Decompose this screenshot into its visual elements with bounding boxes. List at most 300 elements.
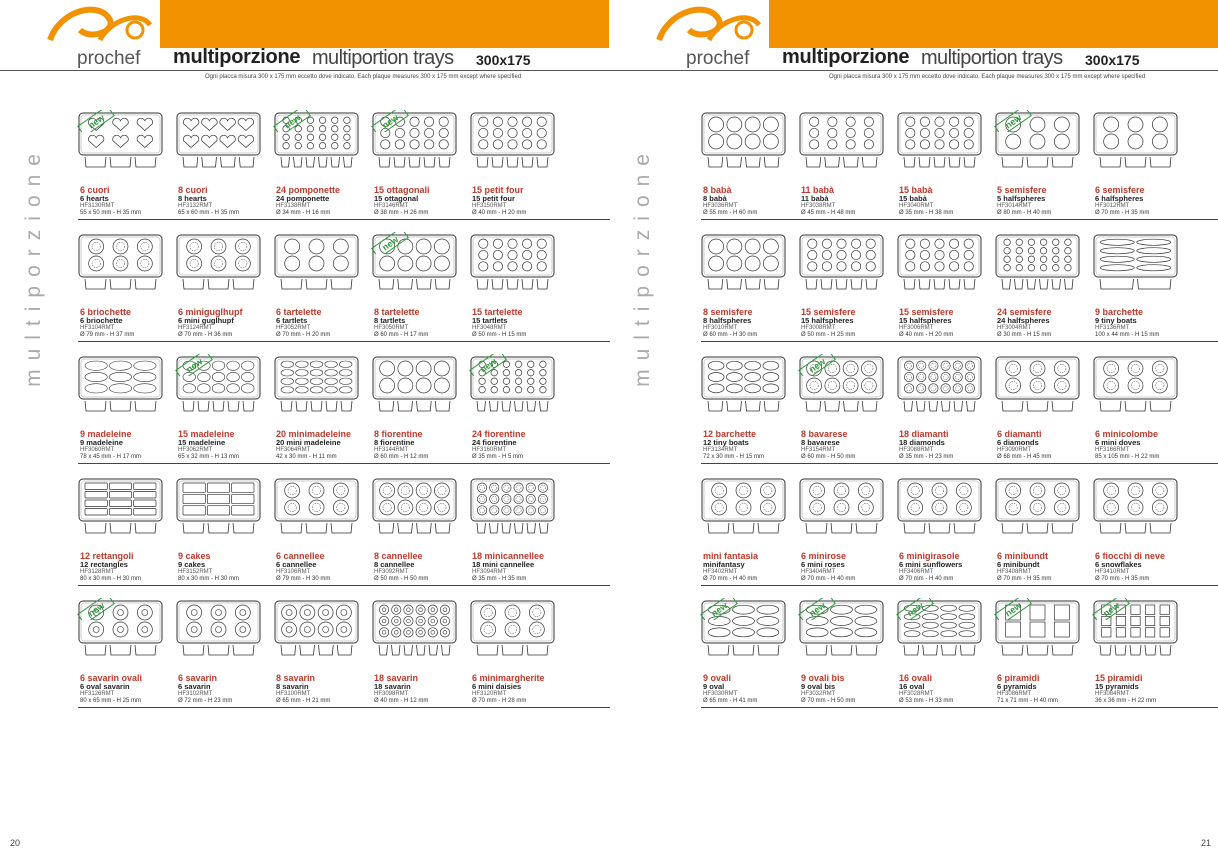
product-name-en: 20 mini madeleine: [276, 438, 341, 447]
product-dimensions: Ø 50 mm - H 25 mm: [801, 332, 856, 338]
product-dimensions: Ø 70 mm - H 35 mm: [997, 576, 1052, 582]
tray-profile: [398, 279, 413, 289]
tray-profile: [394, 157, 405, 167]
product-name-it: 8 tartelette: [374, 307, 420, 317]
tray-profile: [417, 523, 432, 533]
product-code: HF3064RMT: [276, 447, 311, 453]
product-name-it: 15 madeleine: [178, 429, 235, 439]
product-info: [276, 674, 376, 705]
product-dimensions: Ø 70 mm - H 28 mm: [472, 698, 527, 704]
product-code: HF3094RMT: [472, 569, 507, 575]
product-row: [78, 222, 610, 344]
header-divider: [0, 70, 609, 71]
product-name-it: 6 minibundt: [997, 551, 1048, 561]
tray-profile: [477, 401, 486, 411]
tray-drawing: [995, 234, 1080, 298]
product-dimensions: Ø 35 mm - H 23 mm: [899, 454, 954, 460]
product-info: [899, 552, 999, 583]
tray-profile: [746, 401, 761, 411]
product-row: [701, 100, 1218, 222]
tray-profile: [228, 401, 239, 411]
product-info: [472, 674, 572, 705]
product-code: HF3410RMT: [1095, 569, 1130, 575]
tray-profile: [477, 157, 488, 167]
tray-profile: [198, 401, 209, 411]
product-info: [997, 186, 1097, 217]
tray-profile: [490, 523, 499, 533]
product-code: HF3060RMT: [80, 447, 115, 453]
product-info: [178, 308, 278, 339]
tray-profile: [135, 401, 156, 411]
page-title-en: multiportion trays: [921, 47, 1063, 69]
row-divider: [78, 707, 610, 708]
tray-drawing: [274, 478, 359, 542]
product-name-en: 15 pyramids: [1095, 682, 1139, 691]
product-info: [276, 308, 376, 339]
tray-profile: [85, 645, 106, 655]
tray-drawing: [1093, 356, 1178, 420]
product-dimensions: Ø 68 mm - H 45 mm: [997, 454, 1052, 460]
product-info: [374, 674, 474, 705]
product-name-en: 15 petit four: [472, 194, 515, 203]
tray-profile: [429, 645, 438, 655]
tray-profile: [1002, 401, 1023, 411]
tray-profile: [831, 645, 852, 655]
product-info: [1095, 552, 1195, 583]
product-name-it: 11 babà: [801, 185, 835, 195]
product-dimensions: Ø 35 mm - H 35 mm: [472, 576, 527, 582]
tray-drawing: [78, 478, 163, 542]
product-name-en: 6 mini daisies: [472, 682, 522, 691]
row-divider: [701, 585, 1218, 586]
size-note: Ogni placca misura 300 x 175 mm eccetto dove indicato. Each plaque measures 300 x 175 mm except where specified: [205, 74, 522, 80]
product-row: [701, 588, 1218, 710]
tray-drawing: [372, 356, 457, 420]
tray-profile: [208, 523, 229, 533]
page-number: 20: [10, 838, 21, 848]
tray-drawing: [372, 600, 457, 664]
product-dimensions: Ø 70 mm - H 36 mm: [178, 332, 233, 338]
product-info: [1095, 308, 1195, 339]
product-code: HF3408RMT: [997, 569, 1032, 575]
tray-drawing: [799, 478, 884, 542]
product-code: HF3402RMT: [703, 569, 738, 575]
product-code: HF3146RMT: [374, 203, 409, 209]
product-info: [178, 186, 278, 217]
size-note: Ogni placca misura 300 x 175 mm eccetto dove indicato. Each plaque measures 300 x 175 mm except where specified: [829, 74, 1146, 80]
new-badge-label: new: [709, 600, 730, 619]
product-name-en: 15 madeleine: [178, 438, 226, 447]
product-row: [701, 222, 1218, 344]
product-name-en: 6 minibundt: [997, 560, 1040, 569]
product-name-en: 8 fiorentine: [374, 438, 415, 447]
tray-profile: [954, 523, 975, 533]
product-name-en: 16 oval: [899, 682, 925, 691]
tray-profile: [417, 401, 432, 411]
tray-size: 300x175: [476, 52, 531, 68]
tray-profile: [1065, 279, 1074, 289]
tray-profile: [1130, 645, 1141, 655]
tray-profile: [208, 645, 229, 655]
tray-profile: [507, 279, 518, 289]
header-band: [160, 0, 609, 48]
product-name-en: 8 babà: [703, 194, 727, 203]
tray-profile: [1027, 645, 1048, 655]
tray-profile: [856, 523, 877, 533]
tray-profile: [213, 401, 224, 411]
tray-profile: [1002, 279, 1011, 289]
product-code: HF3132RMT: [178, 203, 213, 209]
tray-profile: [949, 279, 960, 289]
product-name-it: 15 semisfere: [801, 307, 856, 317]
tray-profile: [409, 157, 420, 167]
product-name-it: 6 diamanti: [997, 429, 1042, 439]
row-divider: [78, 463, 610, 464]
product-name-en: minifantasy: [703, 560, 745, 569]
tray-profile: [527, 645, 548, 655]
tray-profile: [862, 157, 877, 167]
tray-profile: [929, 523, 950, 533]
tray-profile: [904, 523, 925, 533]
product-name-en: 6 cannellee: [276, 560, 317, 569]
product-name-en: 24 fiorentine: [472, 438, 517, 447]
tray-profile: [708, 279, 723, 289]
tray-profile: [527, 401, 536, 411]
product-code: HF3036RMT: [703, 203, 738, 209]
new-badge-label: new: [1003, 112, 1024, 131]
product-name-it: 18 savarin: [374, 673, 419, 683]
tray-profile: [1100, 401, 1121, 411]
product-dimensions: Ø 79 mm - H 37 mm: [80, 332, 135, 338]
tray-profile: [417, 645, 426, 655]
tray-profile: [379, 279, 394, 289]
product-info: [374, 308, 474, 339]
new-badge-label: new: [184, 356, 205, 375]
tray-profile: [825, 401, 840, 411]
tray-profile: [1160, 645, 1171, 655]
tray-profile: [960, 645, 975, 655]
product-dimensions: 80 x 30 mm - H 30 mm: [80, 576, 142, 582]
tray-profile: [967, 401, 976, 411]
product-row: [78, 344, 610, 466]
tray-profile: [135, 279, 156, 289]
product-info: [374, 552, 474, 583]
product-info: [178, 674, 278, 705]
product-code: HF3084RMT: [1095, 691, 1130, 697]
product-info: [703, 186, 803, 217]
product-dimensions: Ø 40 mm - H 20 mm: [899, 332, 954, 338]
product-name-en: 5 halfspheres: [997, 194, 1046, 203]
tray-profile: [746, 157, 761, 167]
product-info: [899, 430, 999, 461]
product-dimensions: Ø 45 mm - H 48 mm: [801, 210, 856, 216]
product-dimensions: 100 x 44 mm - H 15 mm: [1095, 332, 1160, 338]
tray-profile: [540, 401, 549, 411]
product-dimensions: Ø 60 mm - H 17 mm: [374, 332, 429, 338]
product-dimensions: Ø 70 mm - H 40 mm: [899, 576, 954, 582]
product-grid: [701, 100, 1218, 710]
product-info: [1095, 430, 1195, 461]
product-dimensions: Ø 60 mm - H 50 mm: [801, 454, 856, 460]
tray-profile: [929, 401, 938, 411]
product-info: [80, 186, 180, 217]
side-label-text: multiporzione: [22, 145, 45, 387]
tray-drawing: [701, 478, 786, 542]
tray-profile: [1002, 523, 1023, 533]
tray-profile: [1027, 401, 1048, 411]
product-info: [178, 430, 278, 461]
product-name-en: 8 cannellee: [374, 560, 415, 569]
tray-profile: [1052, 279, 1061, 289]
new-badge-icon: [74, 110, 118, 132]
product-name-en: 8 savarin: [276, 682, 309, 691]
tray-profile: [515, 523, 524, 533]
new-badge-icon: [368, 232, 412, 254]
tray-profile: [1150, 523, 1171, 533]
tray-profile: [964, 279, 975, 289]
tray-profile: [1100, 279, 1134, 289]
product-name-en: 6 pyramids: [997, 682, 1037, 691]
tray-profile: [239, 157, 254, 167]
product-dimensions: Ø 70 mm - H 35 mm: [1095, 210, 1150, 216]
tray-drawing: [470, 234, 555, 298]
product-name-it: 15 petit four: [472, 185, 524, 195]
tray-profile: [942, 401, 951, 411]
product-name-it: 8 savarin: [276, 673, 316, 683]
product-name-en: 6 mini guglhupf: [178, 316, 234, 325]
new-badge-icon: [795, 598, 839, 620]
tray-profile: [306, 157, 315, 167]
tray-profile: [758, 645, 779, 655]
tray-drawing: [799, 234, 884, 298]
product-dimensions: Ø 70 mm - H 20 mm: [276, 332, 331, 338]
tray-profile: [326, 401, 337, 411]
new-badge-icon: [893, 598, 937, 620]
product-info: [703, 430, 803, 461]
product-name-it: 6 briochette: [80, 307, 132, 317]
side-label: [22, 145, 52, 385]
product-code: HF3128RMT: [80, 569, 115, 575]
tray-profile: [417, 279, 432, 289]
tray-profile: [477, 523, 486, 533]
product-name-it: 9 ovali: [703, 673, 732, 683]
new-badge-icon: [795, 354, 839, 376]
product-name-en: 6 halfspheres: [1095, 194, 1144, 203]
tray-profile: [183, 645, 204, 655]
row-divider: [78, 585, 610, 586]
tray-profile: [183, 523, 204, 533]
tray-profile: [110, 645, 131, 655]
product-dimensions: 55 x 50 mm - H 35 mm: [80, 210, 142, 216]
tray-profile: [379, 645, 388, 655]
product-info: [703, 674, 803, 705]
tray-profile: [934, 279, 945, 289]
product-name-en: 6 briochette: [80, 316, 123, 325]
tray-profile: [540, 523, 549, 533]
tray-profile: [85, 279, 106, 289]
tray-profile: [233, 645, 254, 655]
product-info: [374, 186, 474, 217]
page-title: multiporzione: [782, 46, 910, 68]
tray-profile: [764, 279, 779, 289]
product-code: HF3130RMT: [80, 203, 115, 209]
tray-profile: [856, 645, 877, 655]
product-name-it: 6 cannellee: [276, 551, 325, 561]
product-name-it: 15 tartelette: [472, 307, 523, 317]
product-dimensions: Ø 65 mm - H 41 mm: [703, 698, 758, 704]
tray-profile: [183, 279, 204, 289]
tray-profile: [1125, 523, 1146, 533]
row-divider: [701, 463, 1218, 464]
product-code: HF3008RMT: [801, 325, 836, 331]
tray-drawing: [701, 112, 786, 176]
tray-profile: [1015, 279, 1024, 289]
product-name-en: 12 tiny boats: [703, 438, 749, 447]
product-dimensions: 65 x 32 mm - H 13 mm: [178, 454, 240, 460]
product-name-en: 8 tartlets: [374, 316, 406, 325]
product-dimensions: Ø 72 mm - H 23 mm: [178, 698, 233, 704]
product-name-it: 6 fiocchi di neve: [1095, 551, 1166, 561]
product-name-it: 8 cuori: [178, 185, 208, 195]
new-badge-label: new: [1101, 600, 1122, 619]
tray-profile: [183, 401, 194, 411]
product-info: [1095, 674, 1195, 705]
tray-profile: [233, 279, 254, 289]
tray-drawing: [372, 478, 457, 542]
tray-profile: [398, 401, 413, 411]
tray-profile: [379, 157, 390, 167]
product-code: HF3150RMT: [472, 203, 507, 209]
tray-profile: [764, 401, 779, 411]
product-dimensions: 85 x 105 mm - H 22 mm: [1095, 454, 1160, 460]
product-info: [997, 308, 1097, 339]
product-name-en: 11 babà: [801, 194, 829, 203]
product-name-en: 6 savarin: [178, 682, 211, 691]
tray-profile: [233, 523, 254, 533]
product-name-it: 6 minimargherite: [472, 673, 545, 683]
tray-profile: [435, 523, 450, 533]
new-badge-icon: [1089, 598, 1133, 620]
product-row: [701, 466, 1218, 588]
new-badge-label: new: [86, 112, 107, 131]
product-name-it: 18 minicannellee: [472, 551, 545, 561]
product-name-it: 15 piramidi: [1095, 673, 1143, 683]
product-name-it: 6 minigirasole: [899, 551, 960, 561]
product-name-en: 8 hearts: [178, 194, 207, 203]
tray-profile: [708, 157, 723, 167]
product-name-en: 9 madeleine: [80, 438, 123, 447]
header-band: [769, 0, 1218, 48]
tray-profile: [904, 401, 913, 411]
tray-profile: [522, 157, 533, 167]
new-badge-label: new: [807, 356, 828, 375]
tray-profile: [492, 157, 503, 167]
product-dimensions: Ø 55 mm - H 60 mm: [703, 210, 758, 216]
product-info: [276, 186, 376, 217]
tray-profile: [135, 645, 156, 655]
product-name-it: 9 ovali bis: [801, 673, 845, 683]
tray-profile: [515, 401, 524, 411]
tray-profile: [502, 523, 511, 533]
product-code: HF3040RMT: [899, 203, 934, 209]
tray-drawing: [799, 112, 884, 176]
product-code: HF3406RMT: [899, 569, 934, 575]
product-dimensions: Ø 40 mm - H 12 mm: [374, 698, 429, 704]
tray-profile: [1150, 157, 1171, 167]
product-code: HF3032RMT: [801, 691, 836, 697]
tray-profile: [85, 157, 106, 167]
new-badge-label: new: [807, 600, 828, 619]
tray-drawing: [1093, 112, 1178, 176]
tray-drawing: [897, 112, 982, 176]
product-code: HF3102RMT: [178, 691, 213, 697]
product-code: HF3004RMT: [997, 325, 1032, 331]
product-info: [276, 552, 376, 583]
page-right: [609, 0, 1218, 860]
tray-profile: [919, 157, 930, 167]
new-badge-label: new: [478, 356, 499, 375]
side-label-text: multiporzione: [631, 145, 654, 387]
product-info: [899, 186, 999, 217]
tray-drawing: [995, 478, 1080, 542]
product-dimensions: Ø 80 mm - H 40 mm: [997, 210, 1052, 216]
product-name-it: 15 ottagonali: [374, 185, 430, 195]
tray-profile: [758, 523, 779, 533]
tray-profile: [942, 645, 957, 655]
product-name-en: 8 bavarese: [801, 438, 840, 447]
product-name-it: 24 pomponette: [276, 185, 341, 195]
row-divider: [78, 341, 610, 342]
product-code: HF3030RMT: [703, 691, 738, 697]
product-name-en: 24 halfspheres: [997, 316, 1050, 325]
header-divider: [609, 70, 1218, 71]
tray-profile: [1100, 157, 1121, 167]
product-name-it: 12 barchette: [703, 429, 757, 439]
row-divider: [701, 341, 1218, 342]
tray-profile: [825, 157, 840, 167]
product-name-en: 15 halfspheres: [899, 316, 952, 325]
product-name-it: 16 ovali: [899, 673, 933, 683]
product-code: HF3028RMT: [899, 691, 934, 697]
tray-profile: [727, 279, 742, 289]
tray-profile: [306, 279, 327, 289]
tray-drawing: [897, 478, 982, 542]
tray-profile: [344, 157, 353, 167]
tray-profile: [821, 279, 832, 289]
product-name-it: 6 miniguglhupf: [178, 307, 243, 317]
product-code: HF3010RMT: [703, 325, 738, 331]
product-code: HF3144RMT: [374, 447, 409, 453]
tray-profile: [923, 645, 938, 655]
tray-profile: [331, 523, 352, 533]
product-code: HF3092RMT: [374, 569, 409, 575]
product-info: [997, 674, 1097, 705]
product-code: HF3134RMT: [703, 447, 738, 453]
product-name-it: 8 bavarese: [801, 429, 848, 439]
product-name-it: 15 babà: [899, 185, 933, 195]
tray-profile: [1002, 157, 1023, 167]
tray-profile: [331, 279, 352, 289]
product-code: HF3012RMT: [1095, 203, 1130, 209]
product-code: HF3124RMT: [178, 325, 213, 331]
new-badge-label: new: [905, 600, 926, 619]
tray-profile: [300, 645, 315, 655]
tray-profile: [1115, 645, 1126, 655]
tray-profile: [904, 279, 915, 289]
product-name-en: 6 mini roses: [801, 560, 845, 569]
product-info: [997, 430, 1097, 461]
product-dimensions: Ø 50 mm - H 15 mm: [472, 332, 527, 338]
